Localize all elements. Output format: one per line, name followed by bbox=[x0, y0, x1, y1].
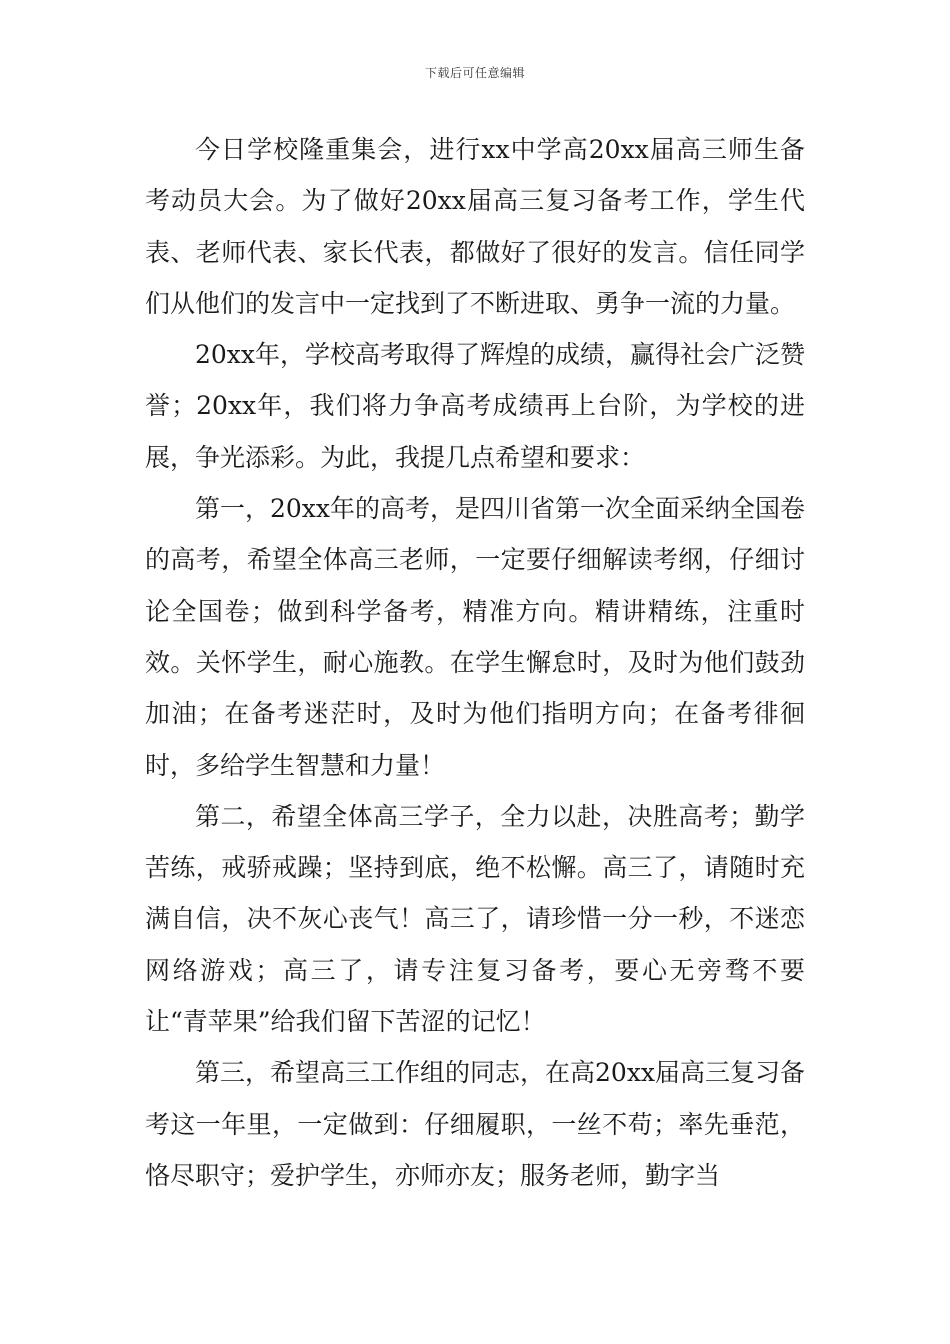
document-body bbox=[145, 124, 805, 1201]
paragraph-3: 第一，20xx年的高考，是四川省第一次全面采纳全国卷的高考，希望全体高三老师，一定要仔细解读考纲，仔细讨论全国卷；做到科学备考，精准方向。精讲精练，注重时效。关怀学生，耐心施教。在学生懈怠时，及时为他们鼓劲加油；在备考迷茫时，及时为他们指明方向；在备考徘徊时，多给学生智慧和力量！ bbox=[145, 494, 806, 780]
paragraph-1: 今日学校隆重集会，进行xx中学高20xx届高三师生备考动员大会。为了做好20xx届高三复习备考工作，学生代表、老师代表、家长代表，都做好了很好的发言。信任同学们从他们的发言中一定找到了不断进取、勇争一流的力量。 bbox=[145, 135, 805, 318]
paragraph-4: 第二，希望全体高三学子，全力以赴，决胜高考；勤学苦练，戒骄戒躁；坚持到底，绝不松懈。高三了，请随时充满自信，决不灰心丧气！高三了，请珍惜一分一秒，不迷恋网络游戏；高三了，请专注复习备考，要心无旁骛不要让“青苹果”给我们留下苦涩的记忆！ bbox=[145, 801, 805, 1037]
paragraph-2: 20xx年，学校高考取得了辉煌的成绩，赢得社会广泛赞誉；20xx年，我们将力争高考成绩再上台阶，为学校的进展，争光添彩。为此，我提几点希望和要求： bbox=[145, 340, 806, 472]
page-header: 下载后可任意编辑 bbox=[424, 66, 525, 80]
paragraph-5: 第三，希望高三工作组的同志，在高20xx届高三复习备考这一年里，一定做到：仔细履职，一丝不苟；率先垂范，恪尽职守；爱护学生，亦师亦友；服务老师，勤字当 bbox=[145, 1058, 806, 1190]
